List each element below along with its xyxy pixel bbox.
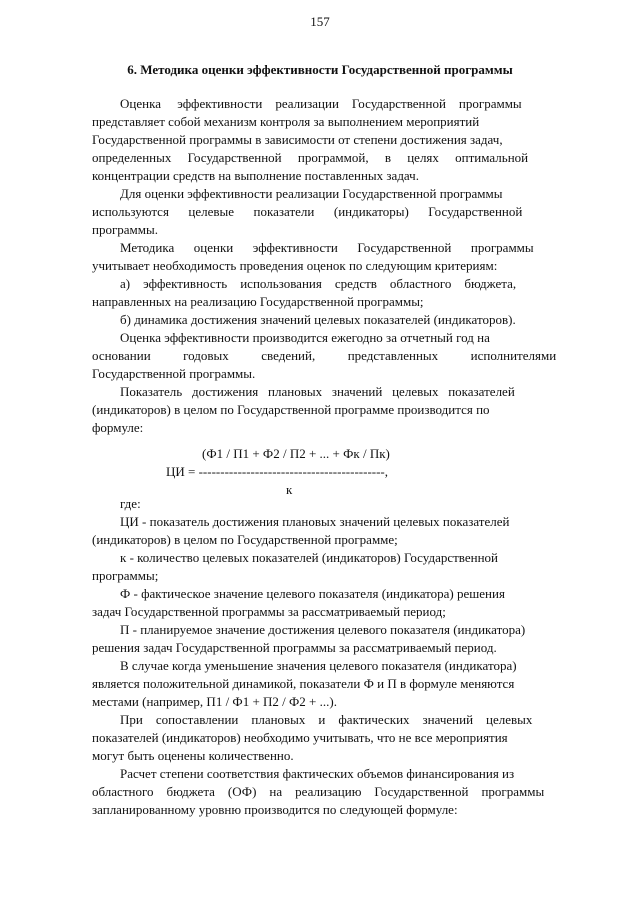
text-line: решения задач Государственной программы за рассматриваемый период. [92, 640, 497, 655]
text-line: могут быть оценены количественно. [92, 748, 294, 763]
text-line: (индикаторов) в целом по Государственной программе производится по [92, 402, 490, 417]
text-line: местами (например, П1 / Ф1 + П2 / Ф2 + ...). [92, 694, 337, 709]
text-line: ЦИ - показатель достижения плановых значений целевых показателей [120, 514, 510, 529]
text-line: П - планируемое значение достижения целевого показателя (индикатора) [120, 622, 526, 637]
text-line: направленных на реализацию Государственной программы; [92, 294, 424, 309]
text-line: показателей (индикаторов) необходимо учитывать, что не все мероприятия [92, 730, 508, 745]
text-line: где: [120, 496, 141, 511]
text-line: представляет собой механизм контроля за выполнением мероприятий [92, 114, 480, 129]
text-line: Оценка эффективности реализации Государственной программы [120, 96, 522, 111]
section-heading: 6. Методика оценки эффективности Государственной программы [127, 62, 513, 77]
text-line: учитывает необходимость проведения оценок по следующим критериям: [92, 258, 498, 273]
text-line: При сопоставлении плановых и фактических значений целевых [120, 712, 533, 727]
text-line: запланированному уровню производится по следующей формуле: [92, 802, 458, 817]
text-line: программы. [92, 222, 158, 237]
text-line: используются целевые показатели (индикаторы) Государственной [92, 204, 523, 219]
formula-lhs: ЦИ = -------------------------------------------, [166, 464, 389, 479]
text-line: концентрации средств на выполнение поставленных задач. [92, 168, 419, 183]
text-line: Для оценки эффективности реализации Государственной программы [120, 186, 503, 201]
text-line: областного бюджета (ОФ) на реализацию Государственной программы [92, 784, 545, 799]
text-line: б) динамика достижения значений целевых показателей (индикаторов). [120, 312, 516, 327]
text-line: (индикаторов) в целом по Государственной программе; [92, 532, 398, 547]
text-line: Ф - фактическое значение целевого показателя (индикатора) решения [120, 586, 505, 601]
text-line: основании годовых сведений, представленных исполнителями [92, 348, 557, 363]
formula-numerator: (Ф1 / П1 + Ф2 / П2 + ... + Фк / Пк) [202, 446, 390, 461]
text-line: Показатель достижения плановых значений целевых показателей [120, 384, 515, 399]
text-line: В случае когда уменьшение значения целевого показателя (индикатора) [120, 658, 517, 673]
page-number: 157 [310, 14, 330, 29]
text-line: Оценка эффективности производится ежегодно за отчетный год на [120, 330, 490, 345]
text-line: является положительной динамикой, показатели Ф и П в формуле меняются [92, 676, 515, 691]
text-line: определенных Государственной программой, в целях оптимальной [92, 150, 529, 165]
text-line: задач Государственной программы за рассматриваемый период; [92, 604, 446, 619]
text-line: а) эффективность использования средств областного бюджета, [120, 276, 517, 291]
text-line: формуле: [92, 420, 144, 435]
text-line: Государственной программы в зависимости от степени достижения задач, [92, 132, 503, 147]
text-line: программы; [92, 568, 159, 583]
text-line: Государственной программы. [92, 366, 256, 381]
text-line: Методика оценки эффективности Государственной программы [120, 240, 534, 255]
formula-denominator: к [286, 482, 293, 497]
text-line: к - количество целевых показателей (индикаторов) Государственной [120, 550, 499, 565]
text-line: Расчет степени соответствия фактических объемов финансирования из [120, 766, 515, 781]
